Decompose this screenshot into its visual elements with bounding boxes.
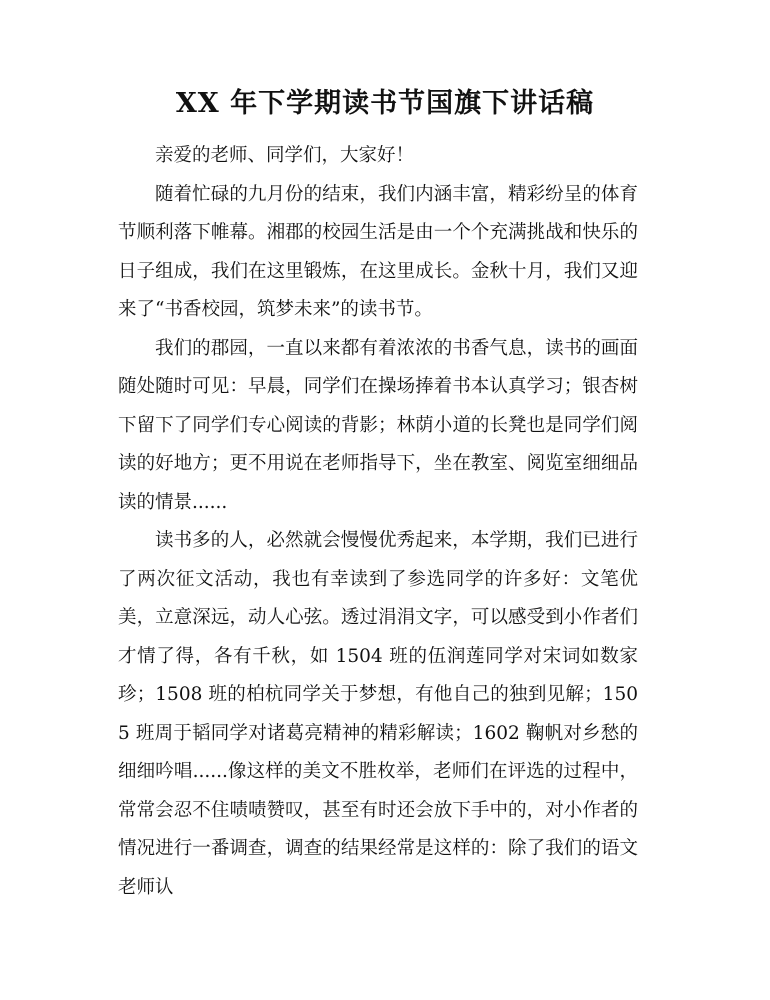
paragraph-essay-activities: 读书多的人，必然就会慢慢优秀起来，本学期，我们已进行了两次征文活动，我也有幸读到了参选同学的许多好：文笔优美，立意深远，动人心弦。透过涓涓文字，可以感受到小作者们才情了得，各有千秋，如 1504 班的伍润莲同学对宋词如数家珍；1508 班的柏杭同学关于梦想，有他自己的独到见解；1505 班周于韬同学对诸葛亮精神的精彩解读；1602 鞠帆对乡愁的细细吟唱......像这样的美文不胜枚举，老师们在评选的过程中，常常会忍不住啧啧赞叹，甚至有时还会放下手中的，对小作者的情况进行一番调查，调查的结果经常是这样的：除了我们的语文老师认: [118, 530, 638, 898]
document-body: [118, 137, 638, 907]
document-title: XX 年下学期读书节国旗下讲话稿: [175, 88, 595, 119]
paragraph-reading-festival-intro: 随着忙碌的九月份的结束，我们内涵丰富，精彩纷呈的体育节顺利落下帷幕。湘郡的校园生活是由一个个充满挑战和快乐的日子组成，我们在这里锻炼，在这里成长。金秋十月，我们又迎来了“书香校园，筑梦未来”的读书节。: [118, 183, 638, 320]
paragraph-campus-reading: 我们的郡园，一直以来都有着浓浓的书香气息，读书的画面随处随时可见：早晨，同学们在操场捧着书本认真学习；银杏树下留下了同学们专心阅读的背影；林荫小道的长凳也是同学们阅读的好地方；更不用说在老师指导下，坐在教室、阅览室细细品读的情景......: [118, 337, 638, 513]
greeting-paragraph: 亲爱的老师、同学们，大家好！: [155, 145, 415, 166]
